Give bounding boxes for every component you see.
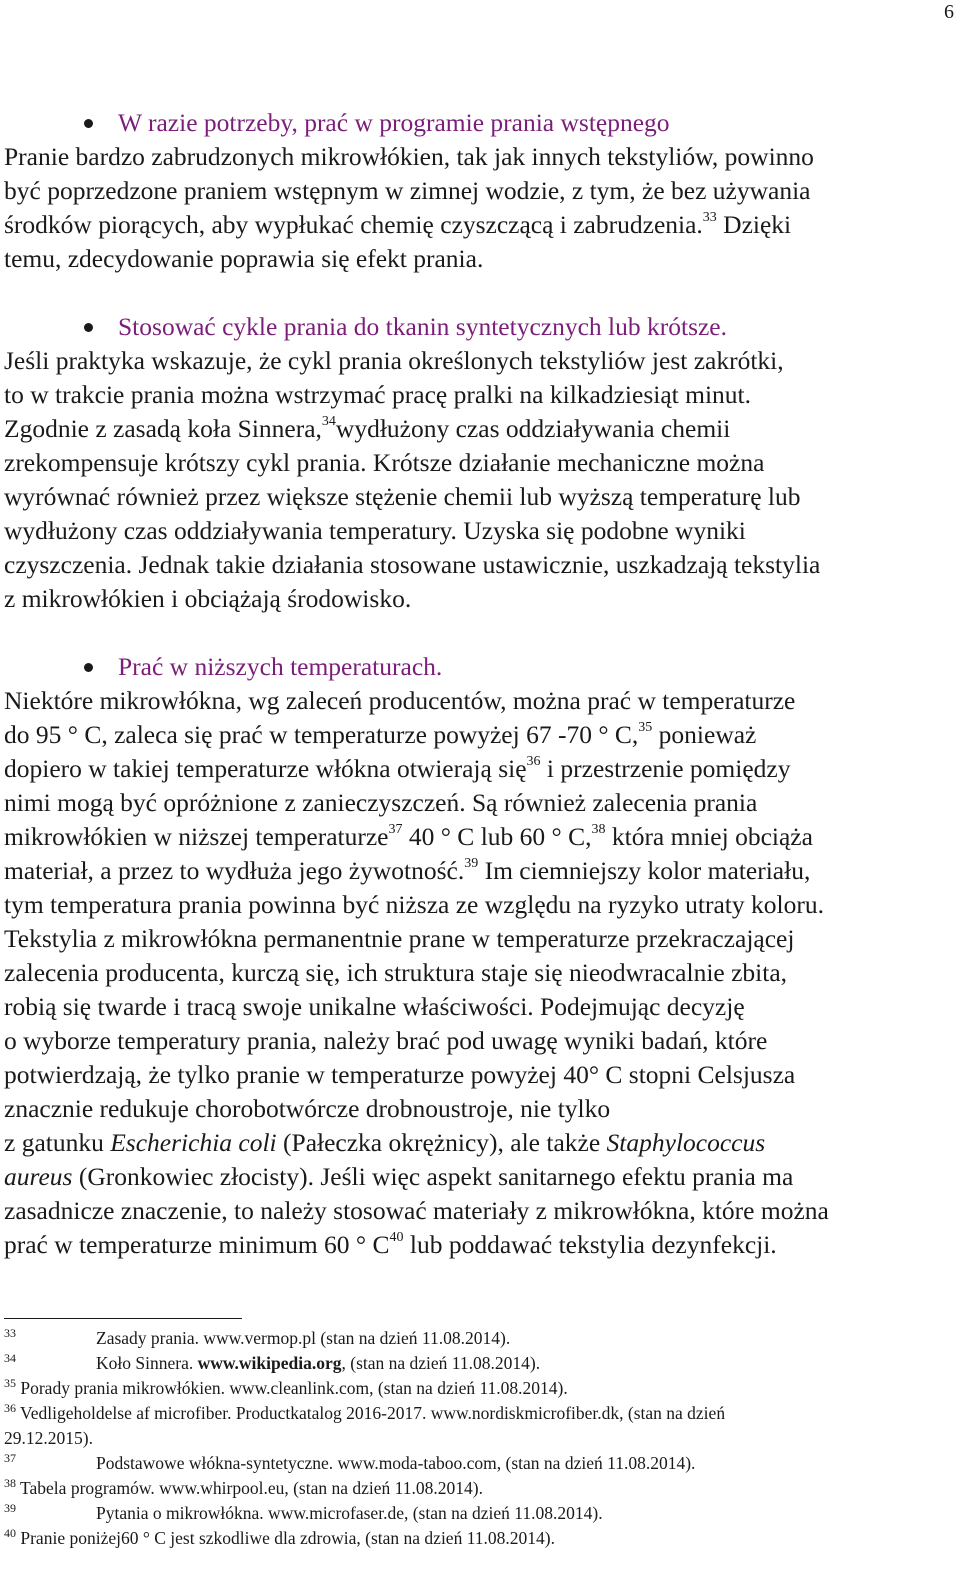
text-run: Tekstylia z mikrowłókna permanentnie prane w temperaturze przekraczającej bbox=[4, 924, 795, 953]
text-line bbox=[4, 378, 958, 412]
text-line bbox=[4, 1126, 958, 1160]
text-line bbox=[4, 684, 958, 718]
footnote bbox=[4, 1376, 958, 1401]
footnote bbox=[4, 1451, 958, 1476]
paragraph-prewash bbox=[4, 140, 958, 276]
text-run: robią się twarde i tracą swoje unikalne właściwości. Podejmując decyzję bbox=[4, 992, 745, 1021]
footnote-ref: 39 bbox=[464, 856, 479, 871]
footnote-ref: 34 bbox=[321, 414, 336, 429]
footnote-text: Podstawowe włókna-syntetyczne. www.moda-taboo.com, (stan na dzień 11.08.2014). bbox=[96, 1453, 696, 1473]
text-line bbox=[4, 344, 958, 378]
footnotes bbox=[4, 1326, 958, 1551]
footnote bbox=[4, 1351, 958, 1376]
bullet-icon bbox=[84, 119, 93, 128]
footnote-number: 38 bbox=[4, 1476, 16, 1490]
text-run: Im ciemniejszy kolor materiału, bbox=[478, 856, 811, 885]
text-run: dopiero w takiej temperaturze włókna otwierają się bbox=[4, 754, 527, 783]
text-run: lub poddawać tekstylia dezynfekcji. bbox=[403, 1230, 777, 1259]
paragraph-temperatures bbox=[4, 684, 958, 1262]
footnote-number: 36 bbox=[4, 1401, 16, 1415]
text-run: o wyborze temperatury prania, należy brać pod uwagę wyniki badań, które bbox=[4, 1026, 768, 1055]
text-run: (Gronkowiec złocisty). Jeśli więc aspekt sanitarnego efektu prania ma bbox=[72, 1162, 794, 1191]
text-run: temu, zdecydowanie poprawia się efekt prania. bbox=[4, 244, 484, 273]
text-line bbox=[4, 582, 958, 616]
footnote-ref: 33 bbox=[702, 210, 717, 225]
text-run: tym temperatura prania powinna być niższa ze względu na ryzyko utraty koloru. bbox=[4, 890, 824, 919]
footnote-text: Pytania o mikrowłókna. www.microfaser.de, (stan na dzień 11.08.2014). bbox=[96, 1503, 603, 1523]
text-run: do 95 ° C, zaleca się prać w temperaturze powyżej 67 -70 ° C, bbox=[4, 720, 639, 749]
text-run: Pranie bardzo zabrudzonych mikrowłókien, tak jak innych tekstyliów, powinno bbox=[4, 142, 814, 171]
bullet-icon bbox=[84, 323, 93, 332]
text-line bbox=[4, 140, 958, 174]
footnote-ref: 40 bbox=[389, 1230, 404, 1245]
text-run: wydłużony czas oddziaływania temperatury. Uzyska się podobne wyniki bbox=[4, 516, 746, 545]
footnote bbox=[4, 1426, 958, 1451]
heading-text: W razie potrzeby, prać w programie prania wstępnego bbox=[118, 108, 670, 137]
bullet-icon bbox=[84, 663, 93, 672]
text-run: ponieważ bbox=[652, 720, 757, 749]
footnote-ref: 37 bbox=[388, 822, 403, 837]
italic-term: aureus bbox=[4, 1162, 73, 1191]
text-line bbox=[4, 888, 958, 922]
text-run: (Pałeczka okrężnicy), ale także bbox=[276, 1128, 607, 1157]
text-run: Zgodnie z zasadą koła Sinnera, bbox=[4, 414, 322, 443]
footnote-text: Porady prania mikrowłókien. www.cleanlink.com, (stan na dzień 11.08.2014). bbox=[16, 1378, 568, 1398]
heading-text: Stosować cykle prania do tkanin syntetycznych lub krótsze. bbox=[118, 312, 727, 341]
text-run: to w trakcie prania można wstrzymać pracę pralki na kilkadziesiąt minut. bbox=[4, 380, 751, 409]
text-line bbox=[4, 922, 958, 956]
text-run: z gatunku bbox=[4, 1128, 111, 1157]
footnote-text: Tabela programów. www.whirpool.eu, (stan na dzień 11.08.2014). bbox=[16, 1478, 483, 1498]
text-run: znacznie redukuje chorobotwórcze drobnoustroje, nie tylko bbox=[4, 1094, 611, 1123]
text-run: która mniej obciąża bbox=[605, 822, 813, 851]
footnote bbox=[4, 1401, 958, 1426]
text-run: wyrównać również przez większe stężenie chemii lub wyższą temperaturę lub bbox=[4, 482, 801, 511]
text-run: z mikrowłókien i obciążają środowisko. bbox=[4, 584, 412, 613]
text-run: prać w temperaturze minimum 60 ° C bbox=[4, 1230, 390, 1259]
text-line bbox=[4, 480, 958, 514]
footnote-text: , (stan na dzień 11.08.2014). bbox=[341, 1353, 541, 1373]
text-line bbox=[4, 1194, 958, 1228]
text-line bbox=[4, 956, 958, 990]
text-run: środków piorących, aby wypłukać chemię czyszczącą i zabrudzenia. bbox=[4, 210, 703, 239]
text-line bbox=[4, 446, 958, 480]
text-line bbox=[4, 514, 958, 548]
text-line bbox=[4, 548, 958, 582]
footnote bbox=[4, 1476, 958, 1501]
footnote-ref: 35 bbox=[638, 720, 653, 735]
text-line bbox=[4, 1058, 958, 1092]
text-line bbox=[4, 174, 958, 208]
footnote-link: www.wikipedia.org bbox=[197, 1353, 342, 1373]
footnote-number: 37 bbox=[4, 1451, 16, 1465]
text-run: materiał, a przez to wydłuża jego żywotność. bbox=[4, 856, 465, 885]
footnote-number: 35 bbox=[4, 1376, 16, 1390]
text-run: nimi mogą być opróżnione z zanieczyszczeń. Są również zalecenia prania bbox=[4, 788, 758, 817]
footnote bbox=[4, 1526, 958, 1551]
text-line bbox=[4, 208, 958, 242]
footnote-ref: 38 bbox=[591, 822, 606, 837]
footnote-text: Pranie poniżej60 ° C jest szkodliwe dla zdrowia, (stan na dzień 11.08.2014). bbox=[16, 1528, 555, 1548]
text-run: Jeśli praktyka wskazuje, że cykl prania określonych tekstyliów jest zakrótki, bbox=[4, 346, 784, 375]
text-line bbox=[4, 1228, 958, 1262]
text-line bbox=[4, 752, 958, 786]
italic-term: Escherichia coli bbox=[110, 1128, 277, 1157]
footnote-ref: 36 bbox=[526, 754, 541, 769]
text-line bbox=[4, 1092, 958, 1126]
footnote-number: 39 bbox=[4, 1501, 16, 1515]
footnote-text: 29.12.2015). bbox=[4, 1428, 93, 1448]
text-run: wydłużony czas oddziaływania chemii bbox=[335, 414, 731, 443]
paragraph-cycles bbox=[4, 344, 958, 616]
text-run: potwierdzają, że tylko pranie w temperaturze powyżej 40° C stopni Celsjusza bbox=[4, 1060, 796, 1089]
text-line bbox=[4, 786, 958, 820]
text-run: 40 ° C lub 60 ° C, bbox=[402, 822, 592, 851]
text-run: zrekompensuje krótszy cykl prania. Krótsze działanie mechaniczne można bbox=[4, 448, 765, 477]
heading-text: Prać w niższych temperaturach. bbox=[118, 652, 443, 681]
text-run: Dzięki bbox=[716, 210, 792, 239]
footnote-text: Zasady prania. www.vermop.pl (stan na dzień 11.08.2014). bbox=[96, 1328, 511, 1348]
text-run: mikrowłókien w niższej temperaturze bbox=[4, 822, 389, 851]
text-line bbox=[4, 990, 958, 1024]
footnote-number: 34 bbox=[4, 1351, 16, 1365]
footnote-number: 40 bbox=[4, 1526, 16, 1540]
text-line bbox=[4, 854, 958, 888]
footnote-text: Koło Sinnera. bbox=[96, 1353, 198, 1373]
text-line bbox=[4, 820, 958, 854]
text-run: zasadnicze znaczenie, to należy stosować materiały z mikrowłókna, które można bbox=[4, 1196, 829, 1225]
text-run: i przestrzenie pomiędzy bbox=[540, 754, 791, 783]
text-run: Niektóre mikrowłókna, wg zaleceń producentów, można prać w temperaturze bbox=[4, 686, 796, 715]
footnote-text: Vedligeholdelse af microfiber. Productkatalog 2016-2017. www.nordiskmicrofiber.dk, (stan na dzień bbox=[16, 1403, 726, 1423]
text-line bbox=[4, 1024, 958, 1058]
italic-term: Staphylococcus bbox=[606, 1128, 766, 1157]
text-run: zalecenia producenta, kurczą się, ich struktura staje się nieodwracalnie zbita, bbox=[4, 958, 788, 987]
footnote bbox=[4, 1326, 958, 1351]
text-line bbox=[4, 242, 958, 276]
text-run: czyszczenia. Jednak takie działania stosowane ustawicznie, uszkadzają tekstylia bbox=[4, 550, 821, 579]
text-line bbox=[4, 718, 958, 752]
text-line bbox=[4, 412, 958, 446]
footnote-number: 33 bbox=[4, 1326, 16, 1340]
text-line bbox=[4, 1160, 958, 1194]
text-run: być poprzedzone praniem wstępnym w zimnej wodzie, z tym, że bez używania bbox=[4, 176, 811, 205]
footnote bbox=[4, 1501, 958, 1526]
footnote-separator bbox=[4, 1318, 242, 1319]
page-number: 6 bbox=[944, 1, 954, 23]
